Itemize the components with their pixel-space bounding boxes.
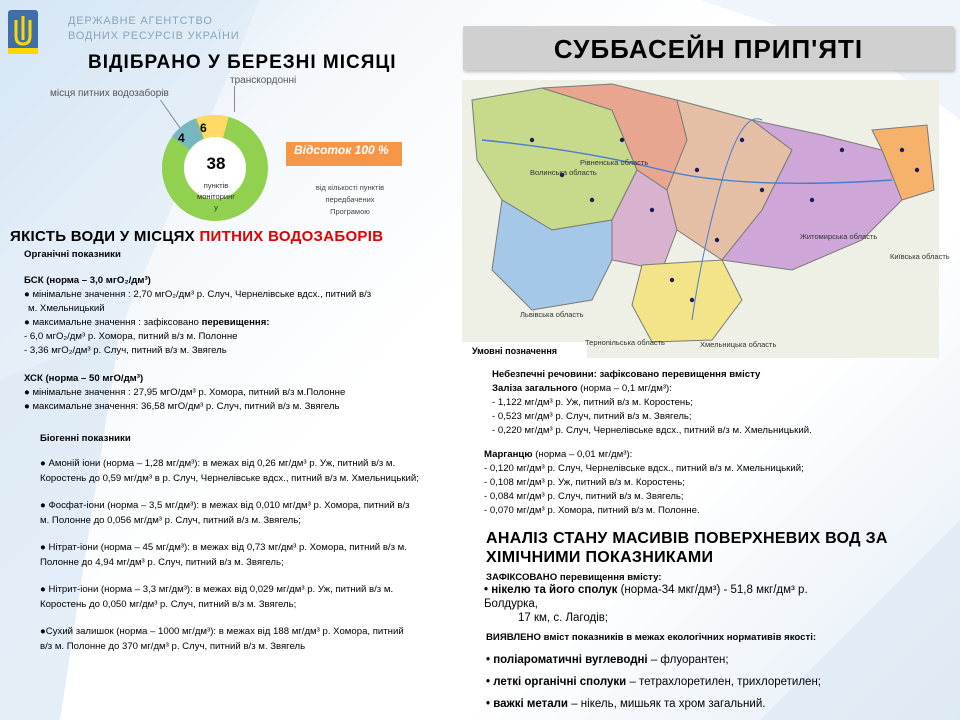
mn-line: - 0,070 мг/дм³ р. Хомора, питний в/з м. Полонне.	[484, 505, 700, 516]
bio-line: Коростень до 0,050 мг/дм³ р. Случ, питний в/з м. Звягель;	[40, 599, 297, 610]
found-header: ВИЯВЛЕНО вміст показників в межах екологічних нормативів якості:	[486, 632, 817, 643]
found-item: • леткі органічні сполуки – тетрахлоретилен, трихлоретилен;	[486, 676, 822, 688]
bio-line: Полонне до 4,94 мг/дм³ р. Случ, питний в/з м. Звягель;	[40, 557, 284, 568]
found-item: • поліароматичні вуглеводні – флуорантен;	[486, 654, 729, 666]
iron-line: - 0,523 мг/дм³ р. Случ, питний в/з м. Звягель;	[492, 411, 692, 422]
mn-line: - 0,108 мг/дм³ р. Уж, питний в/з м. Коростень;	[484, 477, 685, 488]
bio-line: ● Нітрит-іони (норма – 3,3 мг/дм³): в межах від 0,029 мг/дм³ р. Уж, питний в/з м.	[40, 584, 394, 595]
map-label-lviv: Львівська область	[520, 310, 584, 319]
nickel-block: • нікелю та його сполук (норма-34 мкг/дм³) - 51,8 мкг/дм³ р. Болдурка, 17 км, с. Лагодів;	[484, 584, 808, 624]
donut-drinking-count: 4	[178, 131, 185, 145]
mn-line: - 0,084 мг/дм³ р. Случ, питний в/з м. Звягель;	[484, 491, 684, 502]
bio-line: м. Полонне до 0,056 мг/дм³ р. Случ, питний в/з м. Звягель;	[40, 515, 301, 526]
map-label-zhytomyr: Житомирська область	[800, 232, 878, 241]
donut-total: 38	[206, 154, 226, 173]
iron-line: - 1,122 мг/дм³ р. Уж, питний в/з м. Коростень;	[492, 397, 693, 408]
donut-transboundary-count: 6	[200, 121, 207, 135]
bio-line: Коростень до 0,59 мг/дм³ в р. Случ, Чернелівське вдсх., питний в/з м. Хмельницький;	[40, 473, 419, 484]
hazard-block: Небезпечні речовини: зафіксовано перевищення вмісту Заліза загального (норма – 0,1 мг/дм³): - 1,122 мг/дм³ р. Уж, питний в/з м. Коростень; - 0,523 мг/дм³ р. Случ, питний в/з м. Звягель; - 0,220 мг/дм³ р. Случ, Чернелівське вдсх., питний в/з м. Хмельницький.	[492, 369, 812, 436]
map-label-ternopil: Тернопільська область	[585, 338, 665, 347]
selected-title: ВІДІБРАНО У БЕРЕЗНІ МІСЯЦІ	[88, 52, 397, 73]
donut-center-label: пунктів моніторинг у	[197, 181, 235, 212]
agency-name	[68, 14, 239, 44]
map-legend-label: Умовні позначення	[472, 346, 558, 356]
manganese-block: Марганцю (норма – 0,01 мг/дм³): - 0,120 мг/дм³ р. Случ, Чернелівське вдсх., питний в/з м. Хмельницький; - 0,108 мг/дм³ р. Уж, питний в/з м. Коростень; - 0,084 мг/дм³ р. Случ, питний в/з м. Звягель; - 0,070 мг/дм³ р. Хомора, питний в/з м. Полонне.	[484, 449, 804, 516]
agency-line-2: ВОДНИХ РЕСУРСІВ УКРАЇНИ	[68, 30, 240, 42]
found-item: • важкі метали – нікель, мишьяк та хром загальний.	[486, 698, 766, 710]
agency-line-1: ДЕРЖАВНЕ АГЕНТСТВО	[68, 15, 213, 27]
fixed-header: ЗАФІКСОВАНО перевищення вмісту:	[486, 572, 662, 583]
bio-line: ●Сухий залишок (норма – 1000 мг/дм³): в межах від 188 мг/дм³ р. Хомора, питний	[40, 626, 404, 637]
drinking-label: місця питних водозаборів	[50, 88, 169, 99]
mn-line: - 0,120 мг/дм³ р. Случ, Чернелівське вдсх., питний в/з м. Хмельницький;	[484, 463, 804, 474]
biogenic-list	[40, 458, 419, 656]
map-label-khmelnytskyi: Хмельницька область	[700, 340, 777, 349]
found-list	[486, 652, 821, 718]
organic-block: Органічні показники БСК (норма – 3,0 мгО₂/дм³) ● мінімальне значення : 2,70 мгО₂/дм³ р. Случ, Чернелівське вдсх., питний в/з м. Хмельницький ● максимальне значення : зафіксовано перевищення: - 6,0 мгО₂/дм³ р. Хомора, питний в/з м. Полонне - 3,36 мгО₂/дм³ р. Случ, питний в/з м. Звягель ХСК (норма – 50 мгО/дм³) ● мінімальне значення : 27,95 мгО/дм³ р. Хомора, питний в/з м.Полонне ● максимальне значення: 36,58 мгО/дм³ р. Случ, питний в/з м. Звягель	[24, 249, 372, 412]
transboundary-label: транскордонні	[230, 75, 297, 86]
map-label-kyiv: Київська область	[890, 252, 950, 261]
region-title: СУББАСЕЙН ПРИП'ЯТІ	[553, 34, 864, 64]
iron-line: - 0,220 мг/дм³ р. Случ, Чернелівське вдсх., питний в/з м. Хмельницький.	[492, 425, 812, 436]
percent-note: від кількості пунктів передбачених Програмою	[315, 183, 385, 216]
bio-line: ● Фосфат-іони (норма – 3,5 мг/дм³): в межах від 0,010 мг/дм³ р. Хомора, питний в/з	[40, 500, 410, 511]
trident-logo-icon	[8, 10, 38, 54]
analysis-title: АНАЛІЗ СТАНУ МАСИВІВ ПОВЕРХНЕВИХ ВОД ЗА ХІМІЧНИМИ ПОКАЗНИКАМИ	[486, 530, 888, 566]
biogenic-header: Біогенні показники	[40, 433, 131, 444]
bio-line: в/з м. Полонне до 370 мг/дм³ р. Случ, питний в/з м. Звягель	[40, 641, 306, 652]
map-label-volyn: Волинська область	[530, 168, 597, 177]
quality-title: ЯКІСТЬ ВОДИ У МІСЦЯХ ПИТНИХ ВОДОЗАБОРІВ	[10, 228, 384, 245]
bio-line: ● Нітрат-іони (норма – 45 мг/дм³): в межах від 0,73 мг/дм³ р. Хомора, питний в/з м.	[40, 542, 407, 553]
bio-line: ● Амоній іони (норма – 1,28 мг/дм³): в межах від 0,26 мг/дм³ р. Уж, питний в/з м.	[40, 458, 396, 469]
map-label-rivne: Рівненська область	[580, 158, 649, 167]
percent-badge: Відсоток 100 %	[286, 142, 402, 166]
